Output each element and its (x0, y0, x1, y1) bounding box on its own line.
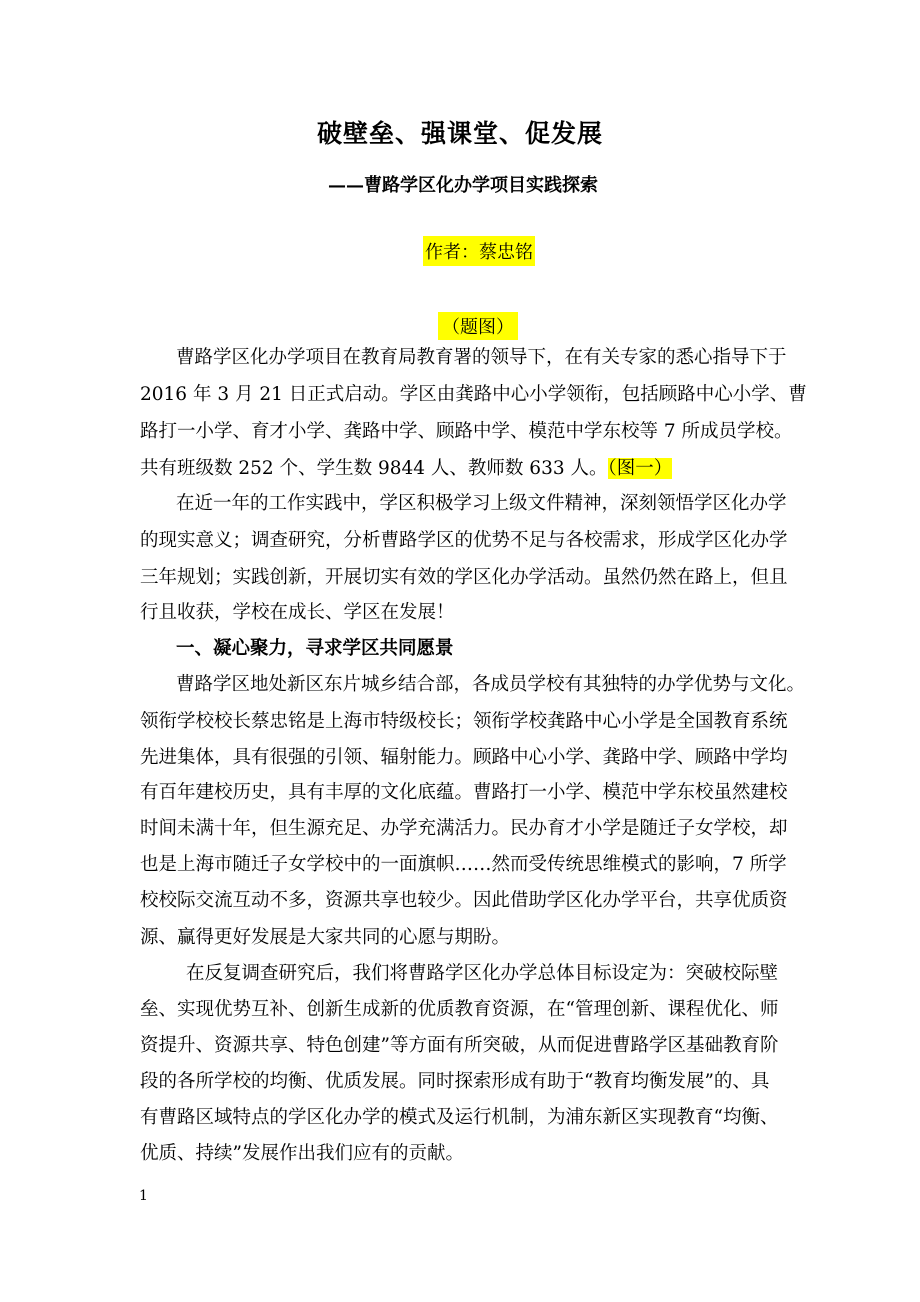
paragraph-3-line: 时间未满十年，但生源充足、办学充满活力。民办育才小学是随迁子女学校，却 (140, 818, 788, 839)
title-figure-caption: （题图） (438, 312, 518, 340)
author-line: 作者：蔡忠铭 (423, 236, 535, 266)
paragraph-2-line: 的现实意义；调查研究，分析曹路学区的优势不足与各校需求，形成学区化办学 (140, 530, 788, 551)
paragraph-1-text: 共有班级数 252 个、学生数 9844 人、教师数 633 人。 (140, 458, 608, 479)
figure-reference: （图一） (607, 458, 673, 479)
paragraph-4-line: 资提升、资源共享、特色创建”等方面有所突破，从而促进曹路学区基础教育阶 (140, 1035, 779, 1056)
paragraph-1-line: 路打一小学、育才小学、龚路中学、顾路中学、模范中学东校等 7 所成员学校。 (140, 421, 793, 442)
page-title: 破壁垒、强课堂、促发展 (316, 119, 603, 148)
paragraph-1-line: 曹路学区化办学项目在教育局教育署的领导下，在有关专家的悉心指导下于 (176, 347, 787, 368)
paragraph-3-line: 校校际交流互动不多，资源共享也较少。因此借助学区化办学平台，共享优质资 (140, 890, 788, 911)
paragraph-3-line: 有百年建校历史，具有丰厚的文化底蕴。曹路打一小学、模范中学东校虽然建校 (140, 782, 788, 803)
paragraph-3-line: 也是上海市随迁子女学校中的一面旗帜……然而受传统思维模式的影响，7 所学 (140, 854, 787, 875)
paragraph-3-line: 先进集体，具有很强的引领、辐射能力。顾路中心小学、龚路中学、顾路中学均 (140, 747, 788, 768)
paragraph-2-line: 在近一年的工作实践中，学区积极学习上级文件精神，深刻领悟学区化办学 (176, 493, 787, 514)
paragraph-1-line: 2016 年 3 月 21 日正式启动。学区由龚路中心小学领衔，包括顾路中心小学、曹 (140, 384, 807, 405)
paragraph-4-line: 优质、持续”发展作出我们应有的贡献。 (140, 1143, 464, 1164)
paragraph-4-line: 有曹路区域特点的学区化办学的模式及运行机制，为浦东新区实现教育“均衡、 (140, 1107, 779, 1128)
page-subtitle: ——曹路学区化办学项目实践探索 (328, 175, 598, 196)
paragraph-4-line: 段的各所学校的均衡、优质发展。同时探索形成有助于“教育均衡发展”的、具 (140, 1071, 770, 1092)
paragraph-4-line: 垒、实现优势互补、创新生成新的优质教育资源，在“管理创新、课程优化、师 (140, 999, 779, 1020)
paragraph-2-line: 行且收获，学校在成长、学区在发展！ (140, 602, 455, 623)
paragraph-2-line: 三年规划；实践创新，开展切实有效的学区化办学活动。虽然仍然在路上，但且 (140, 567, 788, 588)
paragraph-1-last-line (140, 457, 672, 481)
page-number: 1 (139, 1188, 148, 1204)
section-heading: 一、凝心聚力，寻求学区共同愿景 (176, 638, 454, 659)
paragraph-4-line: 在反复调查研究后，我们将曹路学区化办学总体目标设定为：突破校际壁 (186, 963, 779, 984)
paragraph-3-line: 曹路学区地处新区东片城乡结合部，各成员学校有其独特的办学优势与文化。 (176, 674, 806, 695)
paragraph-3-line: 领衔学校校长蔡忠铭是上海市特级校长；领衔学校龚路中心小学是全国教育系统 (140, 711, 788, 732)
paragraph-3-line: 源、赢得更好发展是大家共同的心愿与期盼。 (140, 927, 511, 948)
